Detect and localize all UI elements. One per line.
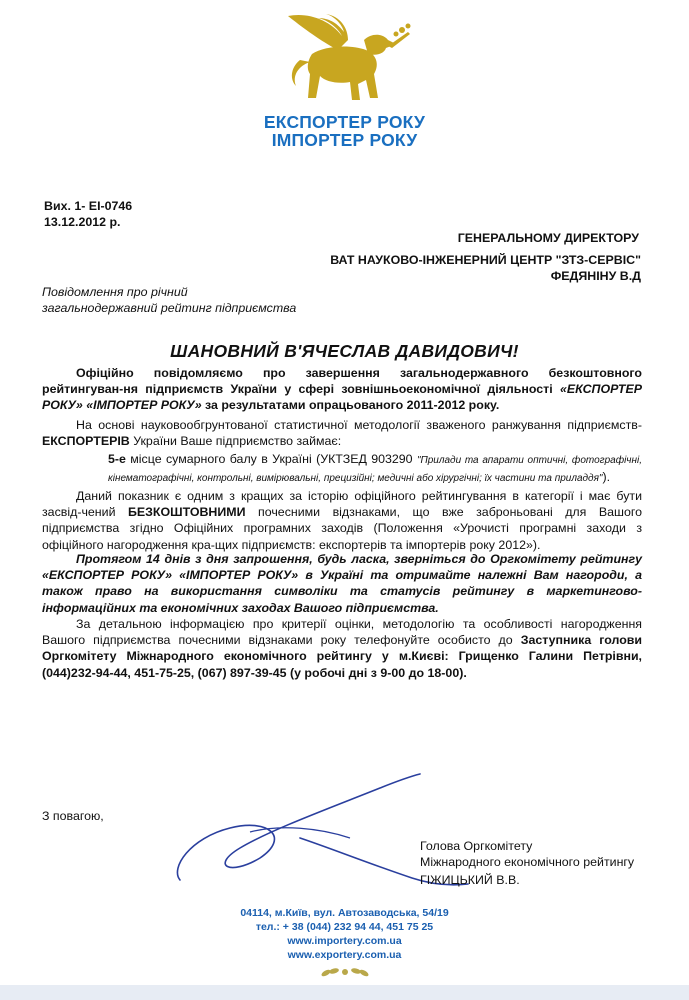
recipient-name: ФЕДЯНІНУ В.Д	[550, 269, 641, 283]
footer-address: 04114, м.Київ, вул. Автозаводська, 54/19	[240, 907, 449, 919]
laurel-ornament-icon	[316, 964, 374, 982]
signatory-title: Голова Оргкомітету	[420, 839, 533, 853]
paragraph-announcement: Офіційно повідомляємо про завершення загальнодержавного безкоштовного рейтингуван-ня підприємств України у сфері зовнішньоекономічної діяльності «ЕКСПОРТЕР РОКУ» «ІМПОРТЕР РОКУ» за результатами опрацьованого 2011-2012 року.	[42, 366, 642, 413]
signatory-organisation: Міжнародного економічного рейтингу	[420, 855, 635, 869]
paragraph-methodology: На основі науковообгрунтованої статистичної методології зваженого ранжування підприємств-ЕКСПОРТЕРІВ України Ваше підприємство займає:	[42, 418, 642, 449]
salutation: ШАНОВНИЙ В'ЯЧЕСЛАВ ДАВИДОВИЧ!	[170, 341, 519, 361]
recipient-company: ВАТ НАУКОВО-ІНЖЕНЕРНИЙ ЦЕНТР "ЗТЗ-СЕРВІС"	[330, 253, 641, 267]
griffin-icon	[268, 10, 418, 112]
subject-line-1: Повідомлення про річний	[42, 285, 188, 299]
recipient-position: ГЕНЕРАЛЬНОМУ ДИРЕКТОРУ	[457, 231, 639, 245]
footer-site-importery: www.importery.com.ua	[287, 935, 402, 947]
footer-phone: тел.: + 38 (044) 232 94 44, 451 75 25	[255, 921, 434, 933]
letter-date: 13.12.2012 р.	[44, 215, 121, 229]
brand-title-exporter: ЕКСПОРТЕР РОКУ	[263, 112, 426, 132]
brand-title-importer: ІМПОРТЕР РОКУ	[271, 130, 418, 150]
bottom-strip	[0, 985, 689, 1000]
closing-phrase: З повагою,	[42, 809, 104, 823]
subject-line-2: загальнодержавний рейтинг підприємства	[42, 301, 297, 315]
paragraph-awards: Даний показник є одним з кращих за історію офіційного рейтингування в категорії і має бути засвід-чений БЕЗКОШТОВНИМИ почесними відзнаками, що вже заброньовані для Вашого підприємства згідно Офіційних програмних заходів (Положення «Урочисті програмні заходи з офіційного нагородження кра-щих підприємств: експортерів та імпортерів року 2012»).	[42, 489, 642, 552]
footer-site-exportery: www.exportery.com.ua	[287, 949, 402, 961]
paragraph-contacts: За детальною інформацією про критерії оцінки, методологію та особливості нагородження Вашого підприємства почесними відзнаками року телефонуйте особисто до Заступника голови Оргкомітету Міжнародного економічного рейтингу у м.Києві: Грищенко Галини Петрівни, (044)232-94-44, 451-75-25, (067) 897-39-45 (у робочі дні з 9-00 до 18-00).	[42, 617, 643, 680]
outgoing-number: Вих. 1- ЕІ-0746	[44, 199, 133, 213]
paragraph-invitation: Протягом 14 днів з дня запрошення, будь ласка, зверніться до Оргкомітету рейтингу «ЕКСПОРТЕР РОКУ» «ІМПОРТЕР РОКУ» в Україні та отримайте належні Вам нагороди, а також право на використання символіки та статусів рейтингу в маркетингово-інформаційних та економічних заходах Вашого підприємства.	[42, 552, 642, 615]
signatory-name: ГІЖИЦЬКИЙ В.В.	[420, 873, 520, 887]
paragraph-rank: 5-е місце сумарного балу в Україні (УКТЗЕД 903290 "Прилади та апарати оптичні, фотографічні, кінематографічні, контрольні, вимірювальні, прецизійні; медичні або хірургічні; їх частини та приладдя").	[108, 452, 642, 485]
